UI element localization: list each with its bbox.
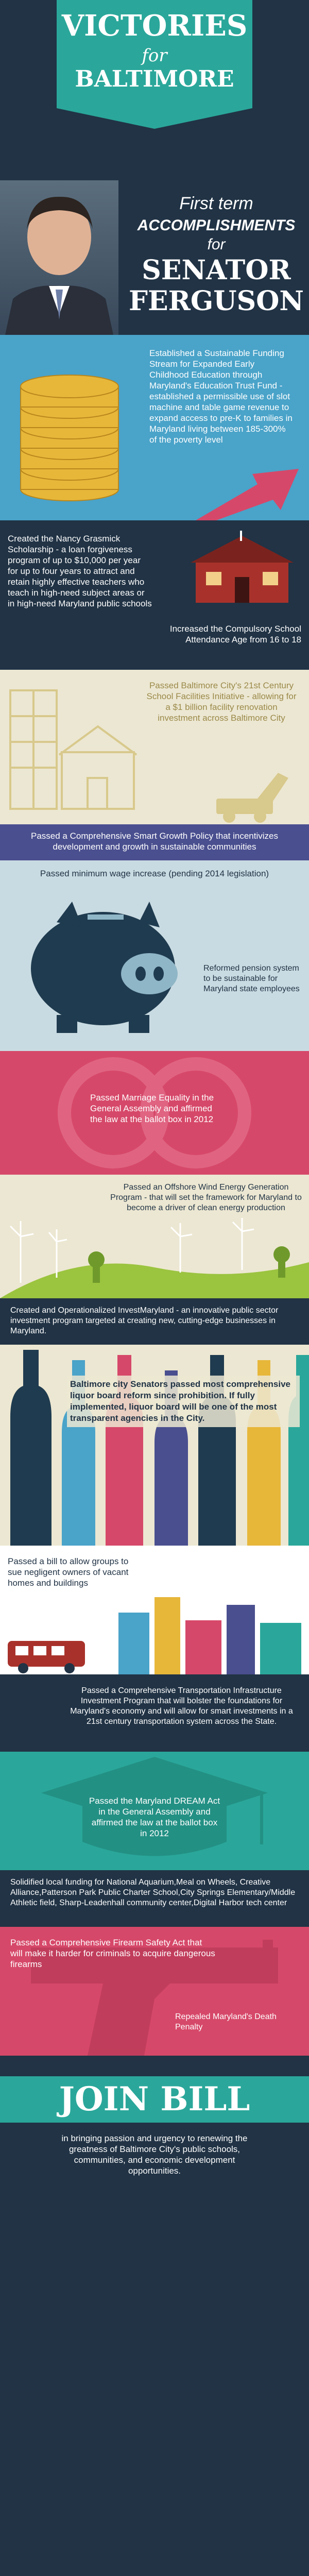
grasmick-section	[0, 520, 309, 670]
intro-section	[0, 180, 309, 335]
senator-portrait	[0, 180, 118, 335]
intro-line5: FERGUSON	[129, 285, 304, 317]
invest-text: Created and Operationalized InvestMaryland - an innovative public sector investment program targeted at creating new, cutting-edge businesses in Maryland.	[10, 1306, 279, 1335]
vacant-text: Passed a bill to allow groups to sue negligent owners of vacant homes and buildings	[8, 1556, 129, 1588]
dream-text: Passed the Maryland DREAM Act in the General Assembly and affirmed the law at the ballot box in 2012	[89, 1796, 220, 1838]
attendance-text: Increased the Compulsory School Attendance Age from 16 to 18	[169, 624, 301, 645]
intro-line3: for	[207, 236, 226, 253]
intro-line2: ACCOMPLISHMENTS	[137, 217, 296, 234]
smart-growth-text: Passed a Comprehensive Smart Growth Policy that incentivizes development and growth in sustainable communities	[31, 831, 278, 852]
grasmick-text: Created the Nancy Grasmick Scholarship - a loan forgiveness program of up to $10,000 per year for up to four years to attract and retain highly effective teachers who teach in high-need subject areas or in high-need Maryland public schools	[8, 534, 152, 608]
wind-turbine-icon	[0, 1206, 309, 1298]
invest-section	[0, 1298, 309, 1345]
header-city: BALTIMORE	[75, 66, 234, 92]
bottles-icon	[0, 1345, 309, 1546]
arrow-icon	[196, 464, 299, 520]
marriage-section	[0, 1051, 309, 1175]
early-ed-section	[0, 335, 309, 520]
join-bill-heading: JOIN BILL	[59, 2080, 250, 2119]
coin-stack-icon	[10, 350, 129, 505]
dream-section	[0, 1752, 309, 1870]
footer-section	[0, 2056, 309, 2576]
vacant-section	[0, 1546, 309, 1674]
cityscape-icon	[0, 1592, 309, 1674]
wind-text: Passed an Offshore Wind Energy Generation Program - that will set the framework for Maryland to become a driver of clean energy production	[110, 1183, 302, 1212]
intro-line4: SENATOR	[142, 255, 291, 286]
footer-text: in bringing passion and urgency to renewing the greatness of Baltimore City's public schools, communities, and economic development opportunities.	[61, 2133, 248, 2176]
smart-growth-section	[0, 824, 309, 860]
wage-section	[0, 860, 309, 1051]
wind-section	[0, 1175, 309, 1298]
pension-text: Reformed pension system to be sustainable for Maryland state employees	[203, 964, 300, 993]
local-funding-section	[0, 1870, 309, 1927]
liquor-section	[0, 1345, 309, 1546]
facilities-text: Passed Baltimore City's 21st Century School Facilities Initiative - allowing for a $1 billion facility renovation investment across Baltimore City	[146, 681, 297, 723]
min-wage-text: Passed minimum wage increase (pending 2014 legislation)	[40, 869, 269, 878]
liquor-text: Baltimore city Senators passed most comprehensive liquor board reform since prohibition. If fully implemented, liquor board will be one of the most transparent agencies in the City.	[67, 1376, 300, 1427]
piggy-bank-icon	[21, 891, 191, 1036]
early-ed-text: Established a Sustainable Funding Stream for Expanded Early Childhood Education through Maryland's Education Trust Fund - established a permissible use of slot machine and table game revenue to expand access to pre-K to families in Maryland living between 185-300% of the poverty level	[149, 348, 293, 445]
facilities-section	[0, 670, 309, 824]
header-for: for	[142, 45, 167, 66]
firearm-text: Passed a Comprehensive Firearm Safety Act that will make it harder for criminals to acquire dangerous firearms	[10, 1938, 215, 1969]
firearm-section	[0, 1927, 309, 2056]
school-house-icon	[185, 531, 299, 603]
intro-line1: First term	[179, 194, 253, 213]
local-funding-text: Solidified local funding for National Aquarium,Meal on Wheels, Creative Alliance,Patterson Park Public Charter School,City Springs Elementary/Middle Athletic field, Sharp-Leadenhall community center,Digital Harbor tech center	[10, 1878, 296, 1907]
header-section	[0, 0, 309, 180]
death-penalty-text: Repealed Maryland's Death Penalty	[175, 2012, 277, 2031]
header-title: VICTORIES	[61, 9, 248, 43]
transport-text: Passed a Comprehensive Transportation Infrastructure Investment Program that will bolster the foundations for Maryland's economy and will allow for smart investments in a 21st century transportation system across the State.	[70, 1686, 293, 1726]
transport-section	[0, 1674, 309, 1752]
marriage-text: Passed Marriage Equality in the General Assembly and affirmed the law at the ballot box in 2012	[90, 1093, 214, 1124]
